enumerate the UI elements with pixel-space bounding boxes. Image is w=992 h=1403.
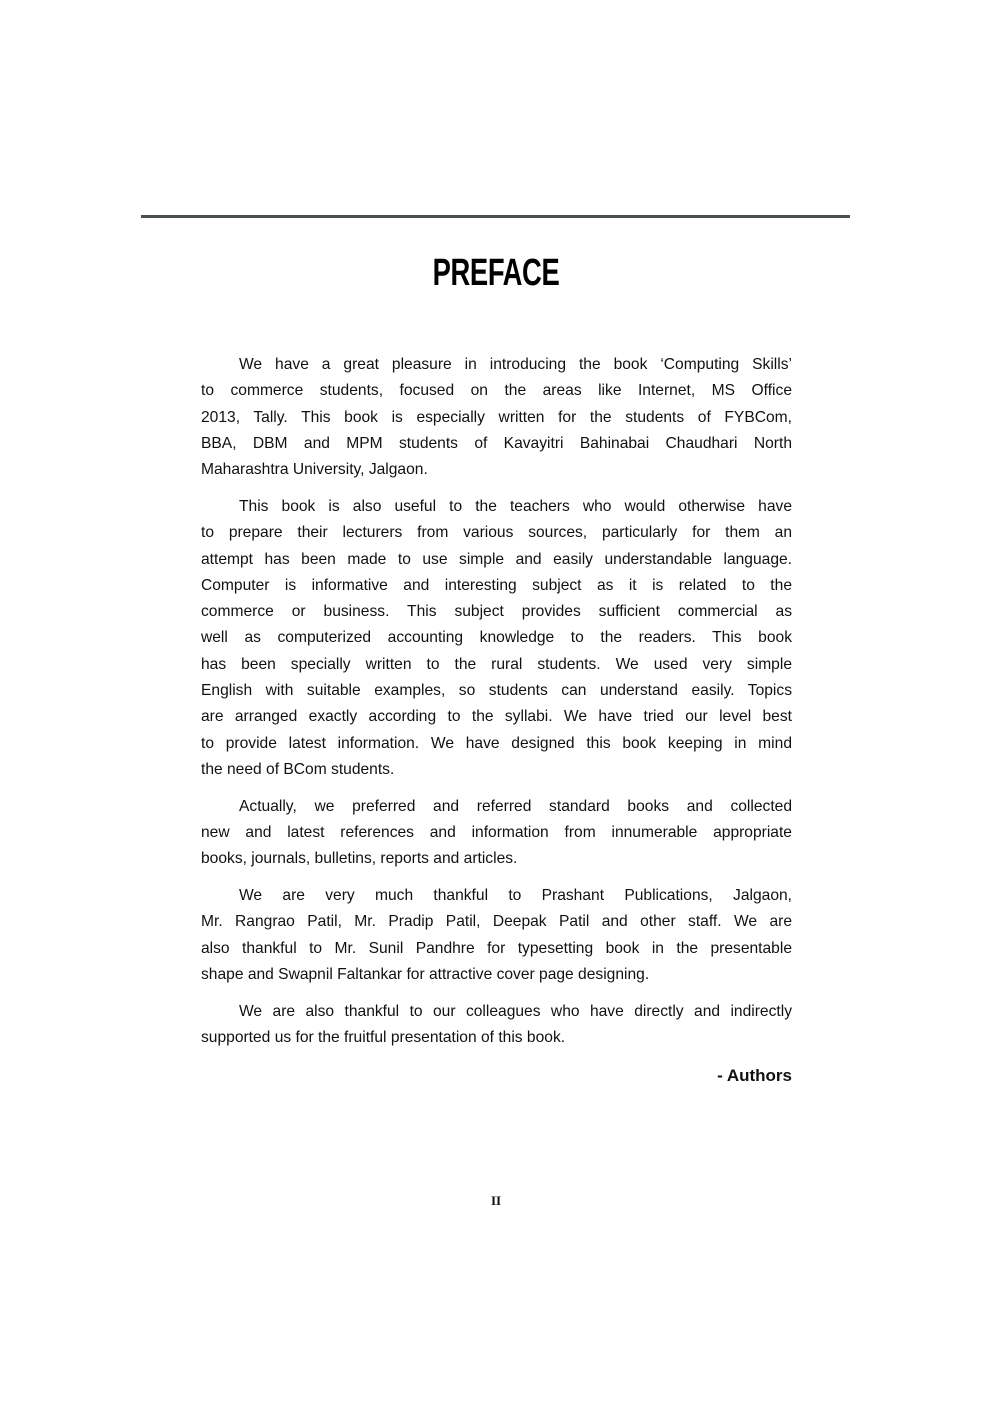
page-number: II <box>490 1193 502 1208</box>
preface-body <box>201 352 792 1062</box>
text-line: to provide latest information. We have designed this book keeping in mind <box>201 734 792 752</box>
paragraph <box>201 999 792 1052</box>
text-line: well as computerized accounting knowledge to the readers. This book <box>201 629 792 647</box>
text-line: 2013, Tally. This book is especially written for the students of FYBCom, <box>201 408 792 426</box>
text-line: shape and Swapnil Faltankar for attractive cover page designing. <box>201 966 650 984</box>
text-line: We are very much thankful to Prashant Publications, Jalgaon, <box>239 887 792 905</box>
text-line: English with suitable examples, so students can understand easily. Topics <box>201 682 792 700</box>
paragraph <box>201 494 792 783</box>
text-line: the need of BCom students. <box>201 760 395 778</box>
text-line: This book is also useful to the teachers who would otherwise have <box>239 497 792 515</box>
text-line: Maharashtra University, Jalgaon. <box>201 461 428 479</box>
text-line: Mr. Rangrao Patil, Mr. Pradip Patil, Deepak Patil and other staff. We are <box>201 913 792 931</box>
text-line: also thankful to Mr. Sunil Pandhre for typesetting book in the presentable <box>201 939 792 957</box>
text-line: We have a great pleasure in introducing the book ‘Computing Skills’ <box>239 356 792 373</box>
text-line: We are also thankful to our colleagues who have directly and indirectly <box>239 1002 792 1020</box>
text-line: attempt has been made to use simple and easily understandable language. <box>201 550 792 568</box>
paragraph <box>201 352 792 483</box>
signature: - Authors <box>717 1066 792 1085</box>
text-line: Computer is informative and interesting subject as it is related to the <box>201 576 792 594</box>
header-rule <box>141 215 850 218</box>
text-line: are arranged exactly according to the syllabi. We have tried our level best <box>201 708 792 726</box>
page-title-text: PREFACE <box>432 252 560 294</box>
paragraph <box>201 883 792 988</box>
text-line: supported us for the fruitful presentation of this book. <box>201 1029 566 1047</box>
text-line: has been specially written to the rural students. We used very simple <box>201 655 792 673</box>
text-line: Actually, we preferred and referred standard books and collected <box>239 797 792 815</box>
text-line: commerce or business. This subject provides sufficient commercial as <box>201 603 792 621</box>
text-line: to prepare their lecturers from various sources, particularly for them an <box>201 524 792 542</box>
paragraph <box>201 794 792 873</box>
text-line: new and latest references and information from innumerable appropriate <box>201 824 792 842</box>
text-line: to commerce students, focused on the areas like Internet, MS Office <box>201 382 792 400</box>
text-line: books, journals, bulletins, reports and articles. <box>201 850 518 868</box>
text-line: BBA, DBM and MPM students of Kavayitri Bahinabai Chaudhari North <box>201 434 792 452</box>
page-title <box>0 252 992 295</box>
